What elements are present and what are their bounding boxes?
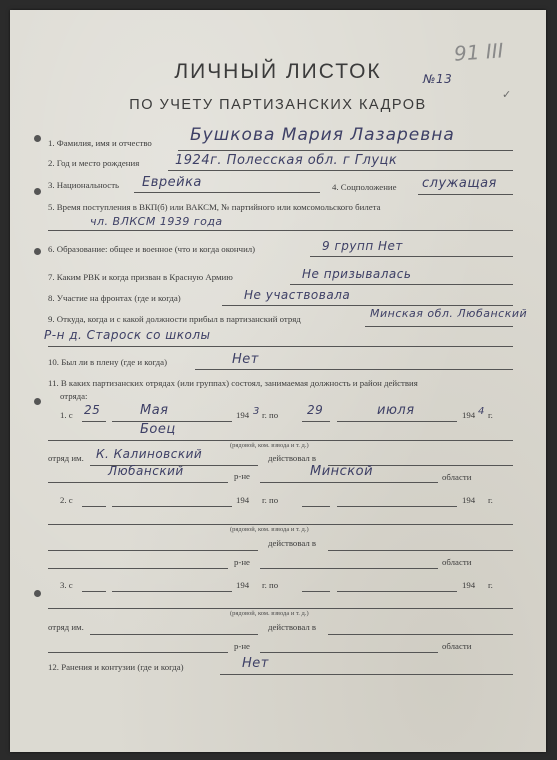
entry-3-num: 3. с <box>60 580 73 590</box>
field-6-label: 6. Образование: общее и военное (что и когда окончил) <box>48 244 256 254</box>
binder-hole <box>34 398 41 405</box>
entry-2-rne: р-не <box>234 557 250 567</box>
entry-3-otryad-label: отряд им. <box>48 622 84 632</box>
field-6-value: 9 групп Нет <box>322 239 403 253</box>
field-11-label: 11. В каких партизанских отрядах (или группах) состоял, занимаемая должность и район действия <box>48 378 418 388</box>
field-3-value: Еврейка <box>142 175 202 190</box>
entry-1-num: 1. с <box>60 410 73 420</box>
entry-1-otryad: К. Калиновский <box>96 447 203 461</box>
entry-1-deistvoval: действовал в <box>268 453 317 463</box>
field-4-value: служащая <box>422 176 497 191</box>
entry-1-position-hint: (рядовой, ком. взвода и т. д.) <box>230 442 309 449</box>
field-1-label: 1. Фамилия, имя и отчество <box>48 138 152 148</box>
field-2-label: 2. Год и место рождения <box>48 158 140 168</box>
binder-hole <box>34 135 41 142</box>
entry-3-position-hint: (рядовой, ком. взвода и т. д.) <box>230 610 309 617</box>
entry-1-rne: р-не <box>234 471 250 481</box>
entry-1-year-to: 4 <box>478 406 485 417</box>
binder-hole <box>34 590 41 597</box>
entry-3-g: г. <box>488 580 493 590</box>
entry-1-rayon: Любанский <box>108 464 184 478</box>
field-7-value: Не призывалась <box>302 267 412 281</box>
binder-hole <box>34 248 41 255</box>
field-9-value-line2: Р-н д. Староск со школы <box>44 328 211 342</box>
entry-3-oblasti: области <box>442 641 472 651</box>
field-9-label: 9. Откуда, когда и с какой должности прибыл в партизанский отряд <box>48 314 301 324</box>
entry-3-po: г. по <box>262 580 279 590</box>
field-2-value: 1924г. Полесская обл. г Глуцк <box>175 153 398 168</box>
entry-2-po: г. по <box>262 495 279 505</box>
field-10-value: Нет <box>232 352 259 367</box>
document-subtitle: ПО УЧЕТУ ПАРТИЗАНСКИХ КАДРОВ <box>129 97 427 113</box>
entry-1-day-from: 25 <box>84 403 101 417</box>
field-4-label: 4. Соцположение <box>332 182 397 192</box>
field-3-label: 3. Национальность <box>48 180 120 190</box>
field-5-label: 5. Время поступления в ВКП(б) или ВАКСМ, № партийного или комсомольского билета <box>48 202 381 212</box>
field-9-value-line1: Минская обл. Любанский <box>370 307 528 320</box>
entry-3-rne: р-не <box>234 641 250 651</box>
entry-1-oblast: Минской <box>310 464 374 479</box>
entry-1-month-to: июля <box>377 403 415 418</box>
entry-1-g: г. <box>488 410 493 420</box>
field-12-label: 12. Ранения и контузии (где и когда) <box>48 662 184 672</box>
binder-hole <box>34 188 41 195</box>
field-5-value: чл. ВЛКСМ 1939 года <box>90 215 223 228</box>
field-7-label: 7. Каким РВК и когда призван в Красную Армию <box>48 272 233 282</box>
entry-1-year-from-prefix: 194 <box>236 410 250 420</box>
field-8-value: Не участвовала <box>244 288 351 302</box>
entry-2-g: г. <box>488 495 493 505</box>
entry-1-position: Боец <box>140 422 176 437</box>
entry-1-po: г. по <box>262 410 279 420</box>
entry-2-year-from-prefix: 194 <box>236 495 250 505</box>
field-12-value: Нет <box>242 656 269 671</box>
entry-3-year-from-prefix: 194 <box>236 580 250 590</box>
entry-1-year-from: 3 <box>253 406 260 417</box>
registration-number: №13 <box>423 72 453 86</box>
entry-1-otryad-label: отряд им. <box>48 453 84 463</box>
document-sheet <box>10 10 546 752</box>
entry-2-num: 2. с <box>60 495 73 505</box>
field-8-label: 8. Участие на фронтах (где и когда) <box>48 293 181 303</box>
entry-3-deistvoval: действовал в <box>268 622 317 632</box>
entry-1-year-to-prefix: 194 <box>462 410 476 420</box>
entry-2-deistvoval: действовал в <box>268 538 317 548</box>
check-mark-icon: ✓ <box>502 89 512 101</box>
field-10-label: 10. Был ли в плену (где и когда) <box>48 357 167 367</box>
field-1-value: Бушкова Мария Лазаревна <box>190 125 455 145</box>
entry-2-oblasti: области <box>442 557 472 567</box>
entry-3-year-to-prefix: 194 <box>462 580 476 590</box>
entry-2-position-hint: (рядовой, ком. взвода и т. д.) <box>230 526 309 533</box>
document-title: ЛИЧНЫЙ ЛИСТОК <box>174 60 382 83</box>
entry-2-year-to-prefix: 194 <box>462 495 476 505</box>
entry-1-oblasti: области <box>442 472 472 482</box>
entry-1-day-to: 29 <box>307 403 324 417</box>
archive-corner-mark: 91 III <box>453 38 505 66</box>
entry-1-month-from: Мая <box>140 403 169 418</box>
field-11-label-cont: отряда: <box>60 391 88 401</box>
